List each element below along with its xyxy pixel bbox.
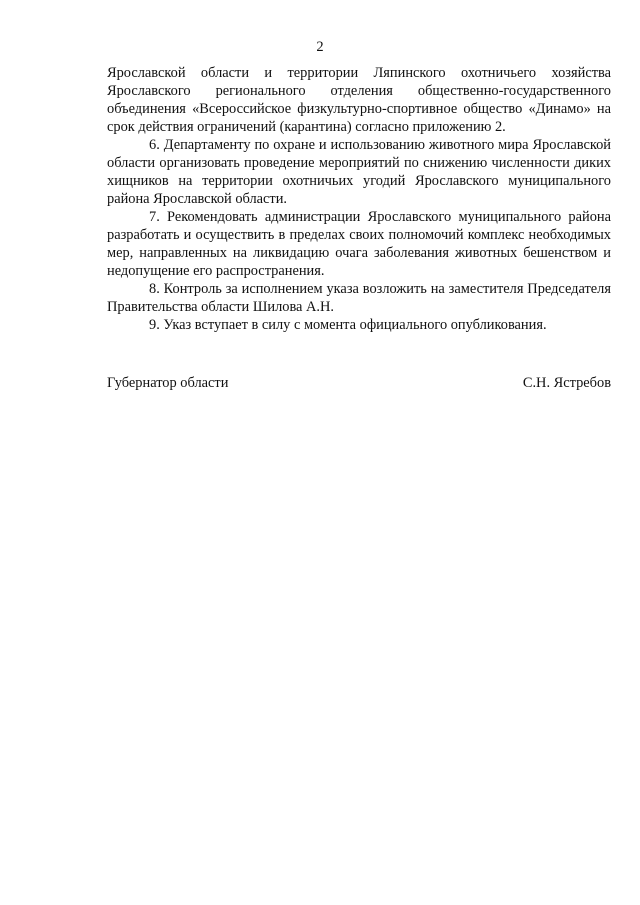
- paragraph-item-6: 6. Департаменту по охране и использованию животного мира Ярославской области организовать проведение мероприятий по снижению численности диких хищников на территории охотничьих угодий Ярославского муниципального района Ярославской области.: [107, 137, 611, 207]
- page-number: 2: [316, 39, 324, 55]
- paragraph-item-8: 8. Контроль за исполнением указа возложить на заместителя Председателя Правительства области Шилова А.Н.: [107, 281, 611, 315]
- paragraph-continuation: Ярославской области и территории Ляпинского охотничьего хозяйства Ярославского регионального отделения общественно-государственного объединения «Всероссийское физкультурно-спортивное общество «Динамо» на срок действия ограничений (карантина) согласно приложению 2.: [107, 65, 611, 135]
- signatory-position: Губернатор области: [107, 375, 229, 391]
- document-body: [107, 64, 611, 334]
- paragraph-item-9: 9. Указ вступает в силу с момента официального опубликования.: [149, 317, 547, 333]
- paragraph-item-7: 7. Рекомендовать администрации Ярославского муниципального района разработать и осуществить в пределах своих полномочий комплекс необходимых мер, направленных на ликвидацию очага заболевания животных бешенством и недопущение его распространения.: [107, 209, 611, 279]
- signatory-name: С.Н. Ястребов: [522, 375, 611, 391]
